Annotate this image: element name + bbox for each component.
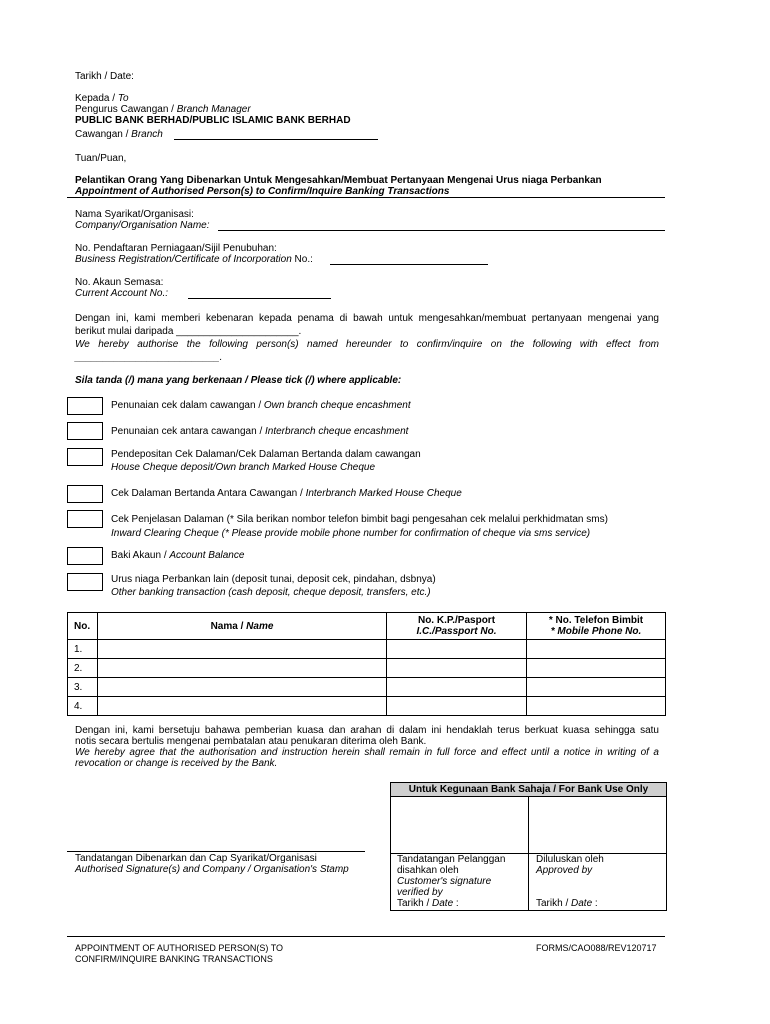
ic-cell[interactable] [387, 640, 527, 659]
title-malay: Pelantikan Orang Yang Dibenarkan Untuk Mengesahkan/Membuat Pertanyaan Mengenai Urus niaga Perbankan [75, 175, 602, 186]
name-cell[interactable] [98, 697, 387, 716]
table-row [68, 697, 666, 716]
customer-signature-label-malay2: disahkan oleh [397, 865, 459, 876]
authorisation-english-line2: __________________________. [75, 352, 223, 363]
option-inward-clearing-cheque-english: Inward Clearing Cheque (* Please provide mobile phone number for confirmation of cheque via sms service) [111, 528, 591, 539]
table-row [68, 659, 666, 678]
option-interbranch-encashment: Penunaian cek antara cawangan / Interbranch cheque encashment [111, 426, 409, 437]
agreement-english-line2: revocation or change is received by the Bank. [75, 758, 278, 769]
option-house-cheque-deposit-english: House Cheque deposit/Own branch Marked House Cheque [111, 462, 376, 473]
option-inward-clearing-cheque: Cek Penjelasan Dalaman (* Sila berikan nombor telefon bimbit bagi pengesahan cek melalui perkhidmatan sms) [111, 514, 608, 525]
checkbox-house-cheque-deposit[interactable] [67, 448, 103, 466]
registration-field-line[interactable] [330, 264, 488, 265]
column-mobile-phone: * No. Telefon Bimbit * Mobile Phone No. [527, 613, 666, 640]
authorisation-paragraph [75, 312, 659, 364]
phone-cell[interactable] [527, 659, 666, 678]
phone-cell[interactable] [527, 640, 666, 659]
option-interbranch-marked-cheque: Cek Dalaman Bertanda Antara Cawangan / Interbranch Marked House Cheque [111, 488, 462, 499]
tick-instruction: Sila tanda (/) mana yang berkenaan / Please tick (/) where applicable: [75, 375, 402, 386]
company-label-english: Company/Organisation Name: [75, 220, 210, 231]
row-number: 3. [68, 678, 98, 697]
checkbox-own-branch-encashment[interactable] [67, 397, 103, 415]
option-house-cheque-deposit: Pendepositan Cek Dalaman/Cek Dalaman Bertanda dalam cawangan [111, 449, 421, 460]
approved-by-label-english: Approved by [536, 865, 593, 876]
bank-name: PUBLIC BANK BERHAD/PUBLIC ISLAMIC BANK BERHAD [75, 115, 351, 126]
column-name: Nama / Name [98, 613, 387, 640]
approved-by-label-malay: Diluluskan oleh [536, 854, 604, 865]
bank-use-box [390, 782, 667, 911]
footer-title-line1: APPOINTMENT OF AUTHORISED PERSON(S) TO [75, 943, 284, 953]
registration-label-english: Business Registration/Certificate of Incorporation No.: [75, 254, 313, 265]
title-english: Appointment of Authorised Person(s) to Confirm/Inquire Banking Transactions [75, 186, 450, 197]
checkbox-account-balance[interactable] [67, 547, 103, 565]
title-divider [67, 197, 665, 198]
authorisation-english-line1: We hereby authorise the following person(s) named hereunder to confirm/inquire on the following with effect from [75, 339, 659, 350]
registration-label-malay: No. Pendaftaran Perniagaan/Sijil Penubuhan: [75, 243, 277, 254]
signature-line[interactable] [67, 851, 365, 852]
option-other-banking-transaction-english: Other banking transaction (cash deposit, cheque deposit, transfers, etc.) [111, 587, 431, 598]
agreement-malay-line1: Dengan ini, kami bersetuju bahawa pemberian kuasa dan arahan di dalam ini hendaklah terus berkuat kuasa sehingga satu [75, 725, 659, 736]
customer-signature-label-english1: Customer's signature [397, 876, 492, 887]
salutation: Tuan/Puan, [75, 153, 127, 164]
column-no: No. [68, 613, 98, 640]
account-label-malay: No. Akaun Semasa: [75, 277, 164, 288]
branch-field-line[interactable] [174, 139, 378, 140]
ic-cell[interactable] [387, 659, 527, 678]
signature-label-english: Authorised Signature(s) and Company / Organisation's Stamp [75, 864, 349, 875]
account-label-english: Current Account No.: [75, 288, 169, 299]
checkbox-interbranch-marked-cheque[interactable] [67, 485, 103, 503]
checkbox-other-banking-transaction[interactable] [67, 573, 103, 591]
name-cell[interactable] [98, 659, 387, 678]
form-code: FORMS/CAO088/REV120717 [536, 943, 657, 953]
name-cell[interactable] [98, 640, 387, 659]
row-number: 1. [68, 640, 98, 659]
column-ic-passport: No. K.P./Pasport I.C./Passport No. [387, 613, 527, 640]
name-cell[interactable] [98, 678, 387, 697]
row-number: 2. [68, 659, 98, 678]
authorisation-malay-line2: berikut mulai daripada ______________________. [75, 326, 302, 337]
table-row [68, 640, 666, 659]
phone-cell[interactable] [527, 678, 666, 697]
customer-signature-label-english2: verified by [397, 887, 443, 898]
checkbox-interbranch-encashment[interactable] [67, 422, 103, 440]
row-number: 4. [68, 697, 98, 716]
footer-title-line2: CONFIRM/INQUIRE BANKING TRANSACTIONS [75, 954, 273, 964]
branch-label: Cawangan / Branch [75, 129, 163, 140]
phone-cell[interactable] [527, 697, 666, 716]
company-label-malay: Nama Syarikat/Organisasi: [75, 209, 194, 220]
company-field-line[interactable] [218, 230, 665, 231]
date-label: Tarikh / Date: [75, 71, 134, 82]
footer-divider [67, 936, 665, 937]
authorisation-malay-line1: Dengan ini, kami memberi kebenaran kepada penama di bawah untuk mengesahkan/membuat pertanyaan mengenai yang [75, 313, 659, 324]
option-own-branch-encashment: Penunaian cek dalam cawangan / Own branch cheque encashment [111, 400, 411, 411]
ic-cell[interactable] [387, 697, 527, 716]
customer-verification-signature-area[interactable] [391, 797, 528, 853]
option-other-banking-transaction: Urus niaga Perbankan lain (deposit tunai, deposit cek, pindahan, dsbnya) [111, 574, 436, 585]
ic-cell[interactable] [387, 678, 527, 697]
agreement-english-line1: We hereby agree that the authorisation and instruction herein shall remain in full force and effect until a notice in writing of a [75, 747, 659, 758]
authorised-persons-table [67, 612, 666, 716]
customer-signature-label-malay1: Tandatangan Pelanggan [397, 854, 506, 865]
to-label: Kepada / To [75, 93, 129, 104]
bank-use-header: Untuk Kegunaan Bank Sahaja / For Bank Use Only [391, 783, 666, 797]
option-account-balance: Baki Akaun / Account Balance [111, 550, 245, 561]
agreement-paragraph [75, 725, 659, 769]
table-row [68, 678, 666, 697]
agreement-malay-line2: notis secara bertulis mengenai pembatalan atau penukaran diterima oleh Bank. [75, 736, 427, 747]
approval-signature-area[interactable] [529, 797, 666, 853]
checkbox-inward-clearing-cheque[interactable] [67, 510, 103, 528]
approval-date-label: Tarikh / Date : [536, 898, 598, 909]
customer-date-label: Tarikh / Date : [397, 898, 459, 909]
table-header-row [68, 613, 666, 640]
branch-manager-label: Pengurus Cawangan / Branch Manager [75, 104, 251, 115]
account-field-line[interactable] [188, 298, 331, 299]
signature-label-malay: Tandatangan Dibenarkan dan Cap Syarikat/Organisasi [75, 853, 317, 864]
